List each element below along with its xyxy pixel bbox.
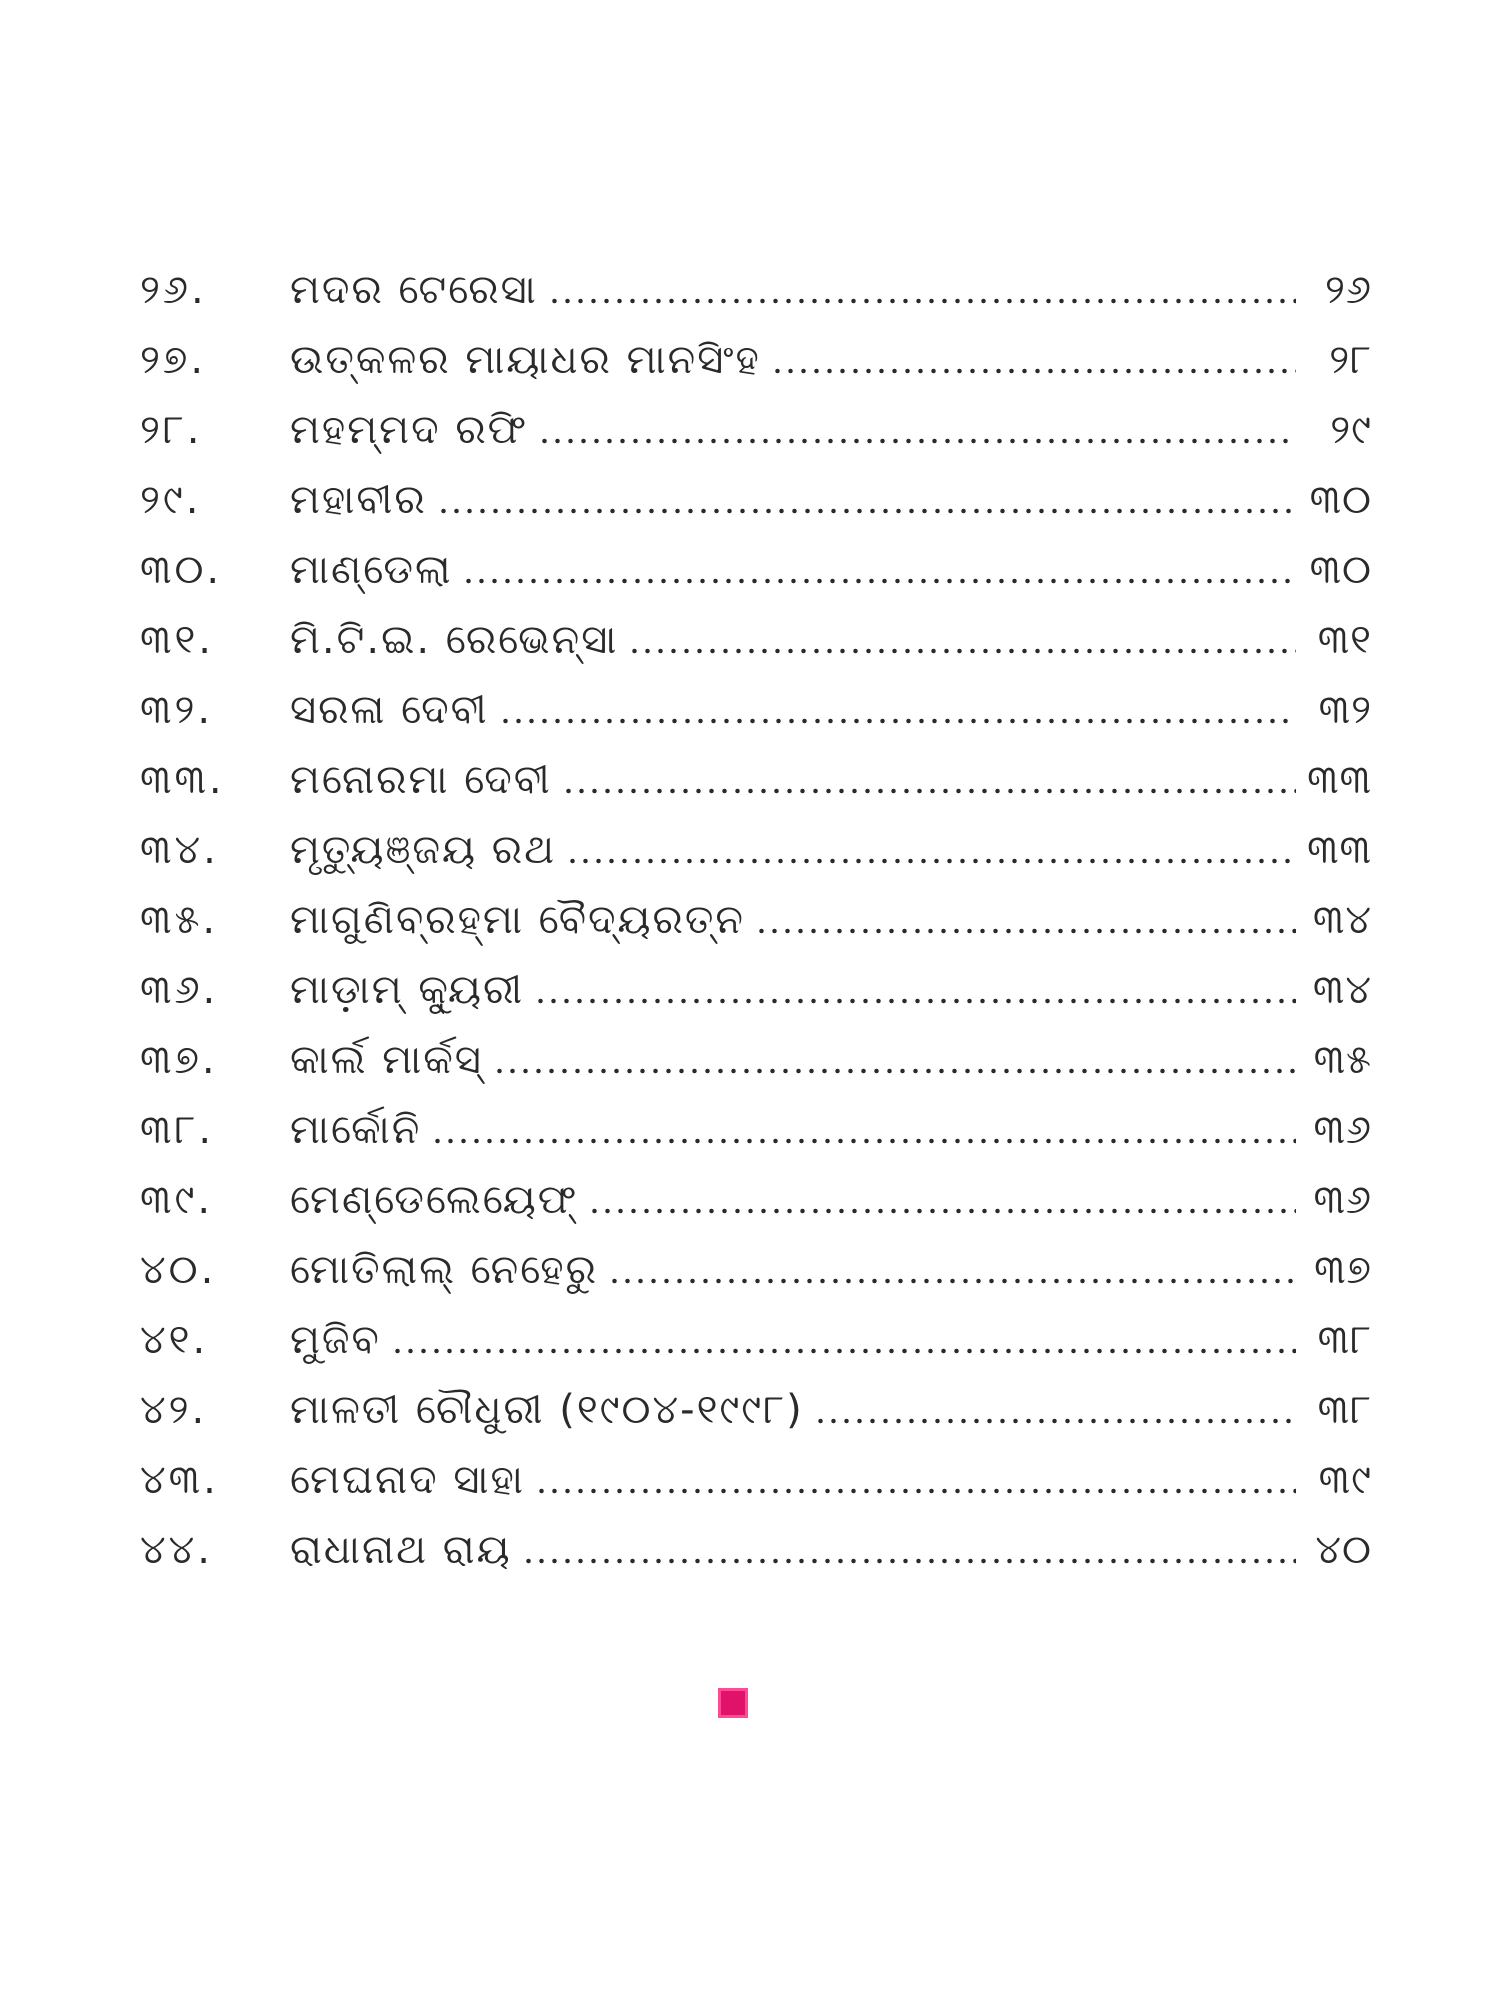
dot-leader bbox=[522, 1558, 1296, 1564]
toc-entry bbox=[140, 395, 1372, 465]
toc-entry-title: ରାଧାନାଥ ରାୟ bbox=[290, 1527, 512, 1573]
toc-entry-page-number: ୩୯ bbox=[1318, 1457, 1372, 1503]
toc-entry-title: ମେଘନାଦ ସାହା bbox=[290, 1457, 525, 1503]
dot-leader bbox=[755, 928, 1296, 934]
toc-entry bbox=[140, 465, 1372, 535]
dot-leader bbox=[562, 788, 1296, 794]
toc-entry-number: ୩୨. bbox=[140, 687, 214, 733]
toc-entry bbox=[140, 1375, 1372, 1445]
dot-leader bbox=[566, 858, 1296, 864]
toc-entry-number: ୪୪. bbox=[140, 1527, 213, 1573]
toc-entry-title: ମୁଜିବ bbox=[290, 1317, 381, 1363]
toc-entry-page-number: ୩୬ bbox=[1313, 1177, 1372, 1223]
toc-entry-number: ୩୩. bbox=[140, 757, 225, 803]
toc-entry bbox=[140, 535, 1372, 605]
toc-entry-title: ମେଣ୍ଡେଲେୟେଫ୍ bbox=[290, 1177, 579, 1223]
toc-entry bbox=[140, 745, 1372, 815]
toc-entry-title: ମନୋରମା ଦେବୀ bbox=[290, 757, 552, 803]
toc-entry-page-number: ୩୦ bbox=[1309, 547, 1372, 593]
dot-leader bbox=[499, 718, 1296, 724]
toc-entry-number: ୩୧. bbox=[140, 617, 214, 663]
toc-entry bbox=[140, 815, 1372, 885]
toc-entry-title: ମୃତ୍ୟୁଞ୍ଜୟ ରଥ bbox=[290, 827, 556, 873]
toc-entry-number: ୨୭. bbox=[140, 337, 207, 383]
toc-entry-number: ୨୬. bbox=[140, 267, 207, 313]
toc-entry-page-number: ୩୪ bbox=[1312, 967, 1372, 1013]
toc-entry-title: ମାଗୁଣିବ୍ରହ୍ମା ବୈଦ୍ୟରତ୍ନ bbox=[290, 897, 745, 943]
dot-leader bbox=[534, 998, 1296, 1004]
toc-entry-page-number: ୩୨ bbox=[1318, 687, 1372, 733]
toc-entry-title: ମି.ଟି.ଇ. ରେଭେନ୍‌ସା bbox=[290, 617, 619, 663]
dot-leader bbox=[548, 298, 1296, 304]
toc-entry-title: କାର୍ଲ ମାର୍କସ୍ bbox=[290, 1037, 483, 1083]
dot-leader bbox=[628, 648, 1296, 654]
toc-entry-title: ମାର୍କୋନି bbox=[290, 1107, 422, 1153]
toc-entry-number: ୩୮. bbox=[140, 1107, 215, 1153]
toc-entry-number: ୩୭. bbox=[140, 1037, 218, 1083]
toc-entry-page-number: ୨୯ bbox=[1330, 407, 1372, 453]
toc-entry-number: ୩୦. bbox=[140, 547, 223, 593]
dot-leader bbox=[588, 1208, 1296, 1214]
toc-entry-title: ଉତ୍କଳର ମାୟାଧର ମାନସିଂହ bbox=[290, 337, 761, 383]
toc-entry bbox=[140, 1025, 1372, 1095]
toc-entry-title: ମୋତିଲାଲ୍ ନେହେରୁ bbox=[290, 1247, 598, 1293]
toc-entry bbox=[140, 1095, 1372, 1165]
table-of-contents bbox=[140, 255, 1372, 1585]
toc-entry-title: ମାଣ୍ଡେଲା bbox=[290, 547, 453, 593]
toc-entry-number: ୩୫. bbox=[140, 897, 219, 943]
dot-leader bbox=[608, 1278, 1296, 1284]
toc-entry-number: ୩୯. bbox=[140, 1177, 214, 1223]
toc-entry bbox=[140, 885, 1372, 955]
toc-entry bbox=[140, 675, 1372, 745]
dot-leader bbox=[538, 438, 1296, 444]
toc-entry-number: ୩୪. bbox=[140, 827, 219, 873]
dot-leader bbox=[391, 1348, 1296, 1354]
toc-entry-page-number: ୪୦ bbox=[1315, 1527, 1372, 1573]
toc-entry bbox=[140, 1515, 1372, 1585]
page-marker bbox=[718, 1688, 748, 1718]
toc-entry-page-number: ୩୪ bbox=[1312, 897, 1372, 943]
toc-entry-page-number: ୩୭ bbox=[1314, 1247, 1372, 1293]
dot-leader bbox=[771, 368, 1296, 374]
toc-entry-page-number: ୩୬ bbox=[1313, 1107, 1372, 1153]
toc-entry-page-number: ୨୮ bbox=[1329, 337, 1372, 383]
toc-entry-page-number: ୩୮ bbox=[1317, 1317, 1372, 1363]
toc-entry bbox=[140, 1305, 1372, 1375]
toc-entry bbox=[140, 325, 1372, 395]
toc-entry-number: ୨୯. bbox=[140, 477, 202, 523]
toc-entry-title: ମାଳତୀ ଚୌଧୁରୀ (୧୯୦୪-୧୯୯୮) bbox=[290, 1387, 804, 1433]
toc-entry-page-number: ୩୧ bbox=[1317, 617, 1372, 663]
toc-entry-number: ୨୮. bbox=[140, 407, 203, 453]
toc-entry bbox=[140, 605, 1372, 675]
toc-entry-title: ମହମ୍ମଦ ରଫି bbox=[290, 407, 529, 453]
dot-leader bbox=[437, 508, 1296, 514]
toc-entry-page-number: ୩୩ bbox=[1307, 757, 1372, 803]
dot-leader bbox=[493, 1068, 1296, 1074]
toc-entry-title: ମହାବୀର bbox=[290, 477, 427, 523]
dot-leader bbox=[431, 1138, 1296, 1144]
toc-entry-page-number: ୩୫ bbox=[1313, 1037, 1372, 1083]
toc-entry-number: ୪୨. bbox=[140, 1387, 208, 1433]
toc-entry-page-number: ୩୮ bbox=[1317, 1387, 1372, 1433]
toc-entry-number: ୩୬. bbox=[140, 967, 219, 1013]
toc-entry bbox=[140, 1235, 1372, 1305]
toc-entry-page-number: ୨୬ bbox=[1324, 267, 1372, 313]
toc-entry-page-number: ୩୦ bbox=[1309, 477, 1372, 523]
toc-entry-title: ସରଳା ଦେବୀ bbox=[290, 687, 489, 733]
toc-entry-number: ୪୧. bbox=[140, 1317, 209, 1363]
toc-entry-title: ମାଡ଼ାମ୍ କ୍ୟୁରୀ bbox=[290, 967, 525, 1013]
dot-leader bbox=[462, 578, 1296, 584]
dot-leader bbox=[814, 1418, 1296, 1424]
toc-entry bbox=[140, 955, 1372, 1025]
toc-entry bbox=[140, 255, 1372, 325]
toc-entry-number: ୪୦. bbox=[140, 1247, 217, 1293]
toc-entry bbox=[140, 1165, 1372, 1235]
toc-entry-page-number: ୩୩ bbox=[1307, 827, 1372, 873]
toc-entry-number: ୪୩. bbox=[140, 1457, 219, 1503]
toc-entry bbox=[140, 1445, 1372, 1515]
toc-entry-title: ମଦର ଟେରେସା bbox=[290, 267, 538, 313]
dot-leader bbox=[535, 1488, 1296, 1494]
